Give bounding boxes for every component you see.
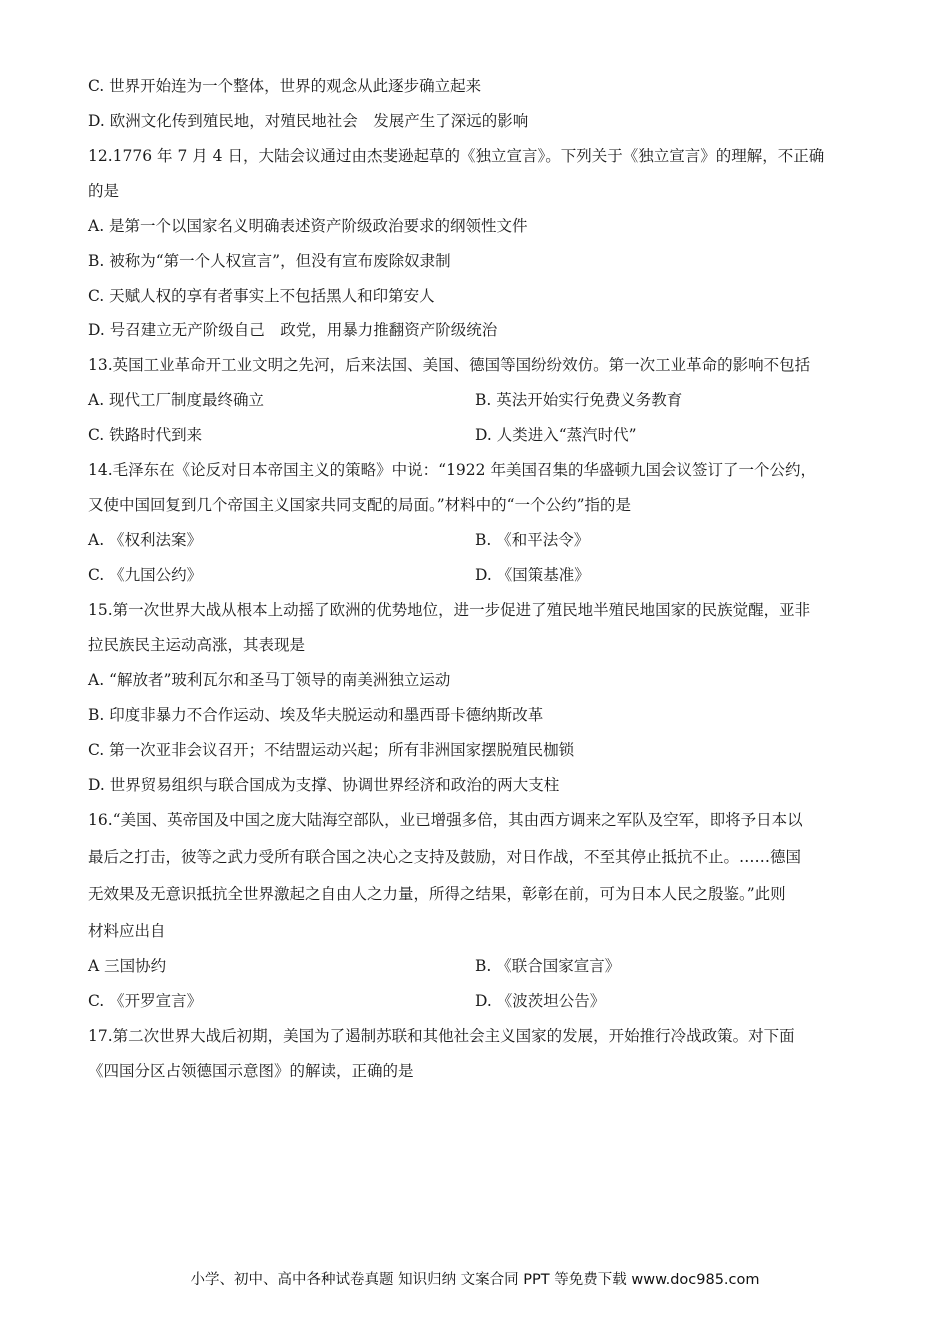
q14-option-c: C. 《九国公约》 [88,566,203,584]
q11-option-d: D. 欧洲文化传到殖民地，对殖民地社会 发展产生了深远的影响 [88,112,529,130]
q12-option-b: B. 被称为“第一个人权宣言”，但没有宣布废除奴隶制 [88,252,451,270]
q13-stem: 13.英国工业革命开工业文明之先河，后来法国、美国、德国等国纷纷效仿。第一次工业革命的影响不包括 [88,356,811,374]
q15-stem: 15.第一次世界大战从根本上动摇了欧洲的优势地位，进一步促进了殖民地半殖民地国家的民族觉醒，亚非 [88,601,811,619]
q15-option-b: B. 印度非暴力不合作运动、埃及华夫脱运动和墨西哥卡德纳斯改革 [88,706,544,724]
q12-option-a: A. 是第一个以国家名义明确表述资产阶级政治要求的纲领性文件 [88,217,528,235]
q14-option-b: B. 《和平法令》 [475,531,590,549]
q15-option-d: D. 世界贸易组织与联合国成为支撑、协调世界经济和政治的两大支柱 [88,776,560,794]
q14-stem: 14.毛泽东在《论反对日本帝国主义的策略》中说：“1922 年美国召集的华盛顿九国会议签订了一个公约， [88,461,816,479]
q12-stem-cont: 的是 [88,182,120,200]
q14-option-a: A. 《权利法案》 [88,531,203,549]
q16-stem-cont-1: 最后之打击，彼等之武力受所有联合国之决心之支持及鼓励，对日作战，不至其停止抵抗不止。……德国 [88,848,802,866]
q16-stem-cont-2: 无效果及无意识抵抗全世界激起之自由人之力量，所得之结果，彰彰在前，可为日本人民之殷鉴。”此则 [88,885,786,903]
q13-option-b: B. 英法开始实行免费义务教育 [475,391,683,409]
q15-option-c: C. 第一次亚非会议召开；不结盟运动兴起；所有非洲国家摆脱殖民枷锁 [88,741,575,759]
q16-option-c: C. 《开罗宣言》 [88,992,203,1010]
q14-option-d: D. 《国策基准》 [475,566,590,584]
q16-stem: 16.“美国、英帝国及中国之庞大陆海空部队，业已增强多倍，其由西方调来之军队及空军，即将予日本以 [88,811,803,829]
q12-stem: 12.1776 年 7 月 4 日，大陆会议通过由杰斐逊起草的《独立宣言》。下列关于《独立宣言》的理解，不正确 [88,147,825,165]
q15-stem-cont: 拉民族民主运动高涨，其表现是 [88,636,306,654]
q13-option-c: C. 铁路时代到来 [88,426,203,444]
q16-option-a: A 三国协约 [88,957,167,975]
q12-option-d: D. 号召建立无产阶级自己 政党，用暴力推翻资产阶级统治 [88,321,498,339]
q16-stem-cont-3: 材料应出自 [88,922,166,940]
q11-option-c: C. 世界开始连为一个整体，世界的观念从此逐步确立起来 [88,77,482,95]
q12-option-c: C. 天赋人权的享有者事实上不包括黑人和印第安人 [88,287,435,305]
q14-stem-cont: 又使中国回复到几个帝国主义国家共同支配的局面。”材料中的“一个公约”指的是 [88,496,632,514]
q17-stem-cont: 《四国分区占领德国示意图》的解读，正确的是 [88,1062,414,1080]
q17-stem: 17.第二次世界大战后初期，美国为了遏制苏联和其他社会主义国家的发展，开始推行冷战政策。对下面 [88,1027,795,1045]
q16-option-d: D. 《波茨坦公告》 [475,992,606,1010]
q13-option-a: A. 现代工厂制度最终确立 [88,391,265,409]
q15-option-a: A. “解放者”玻利瓦尔和圣马丁领导的南美洲独立运动 [88,671,451,689]
q16-option-b: B. 《联合国家宣言》 [475,957,621,975]
q13-option-d: D. 人类进入“蒸汽时代” [475,426,637,444]
page-footer: 小学、初中、高中各种试卷真题 知识归纳 文案合同 PPT 等免费下载 www.doc985.com [190,1272,760,1288]
